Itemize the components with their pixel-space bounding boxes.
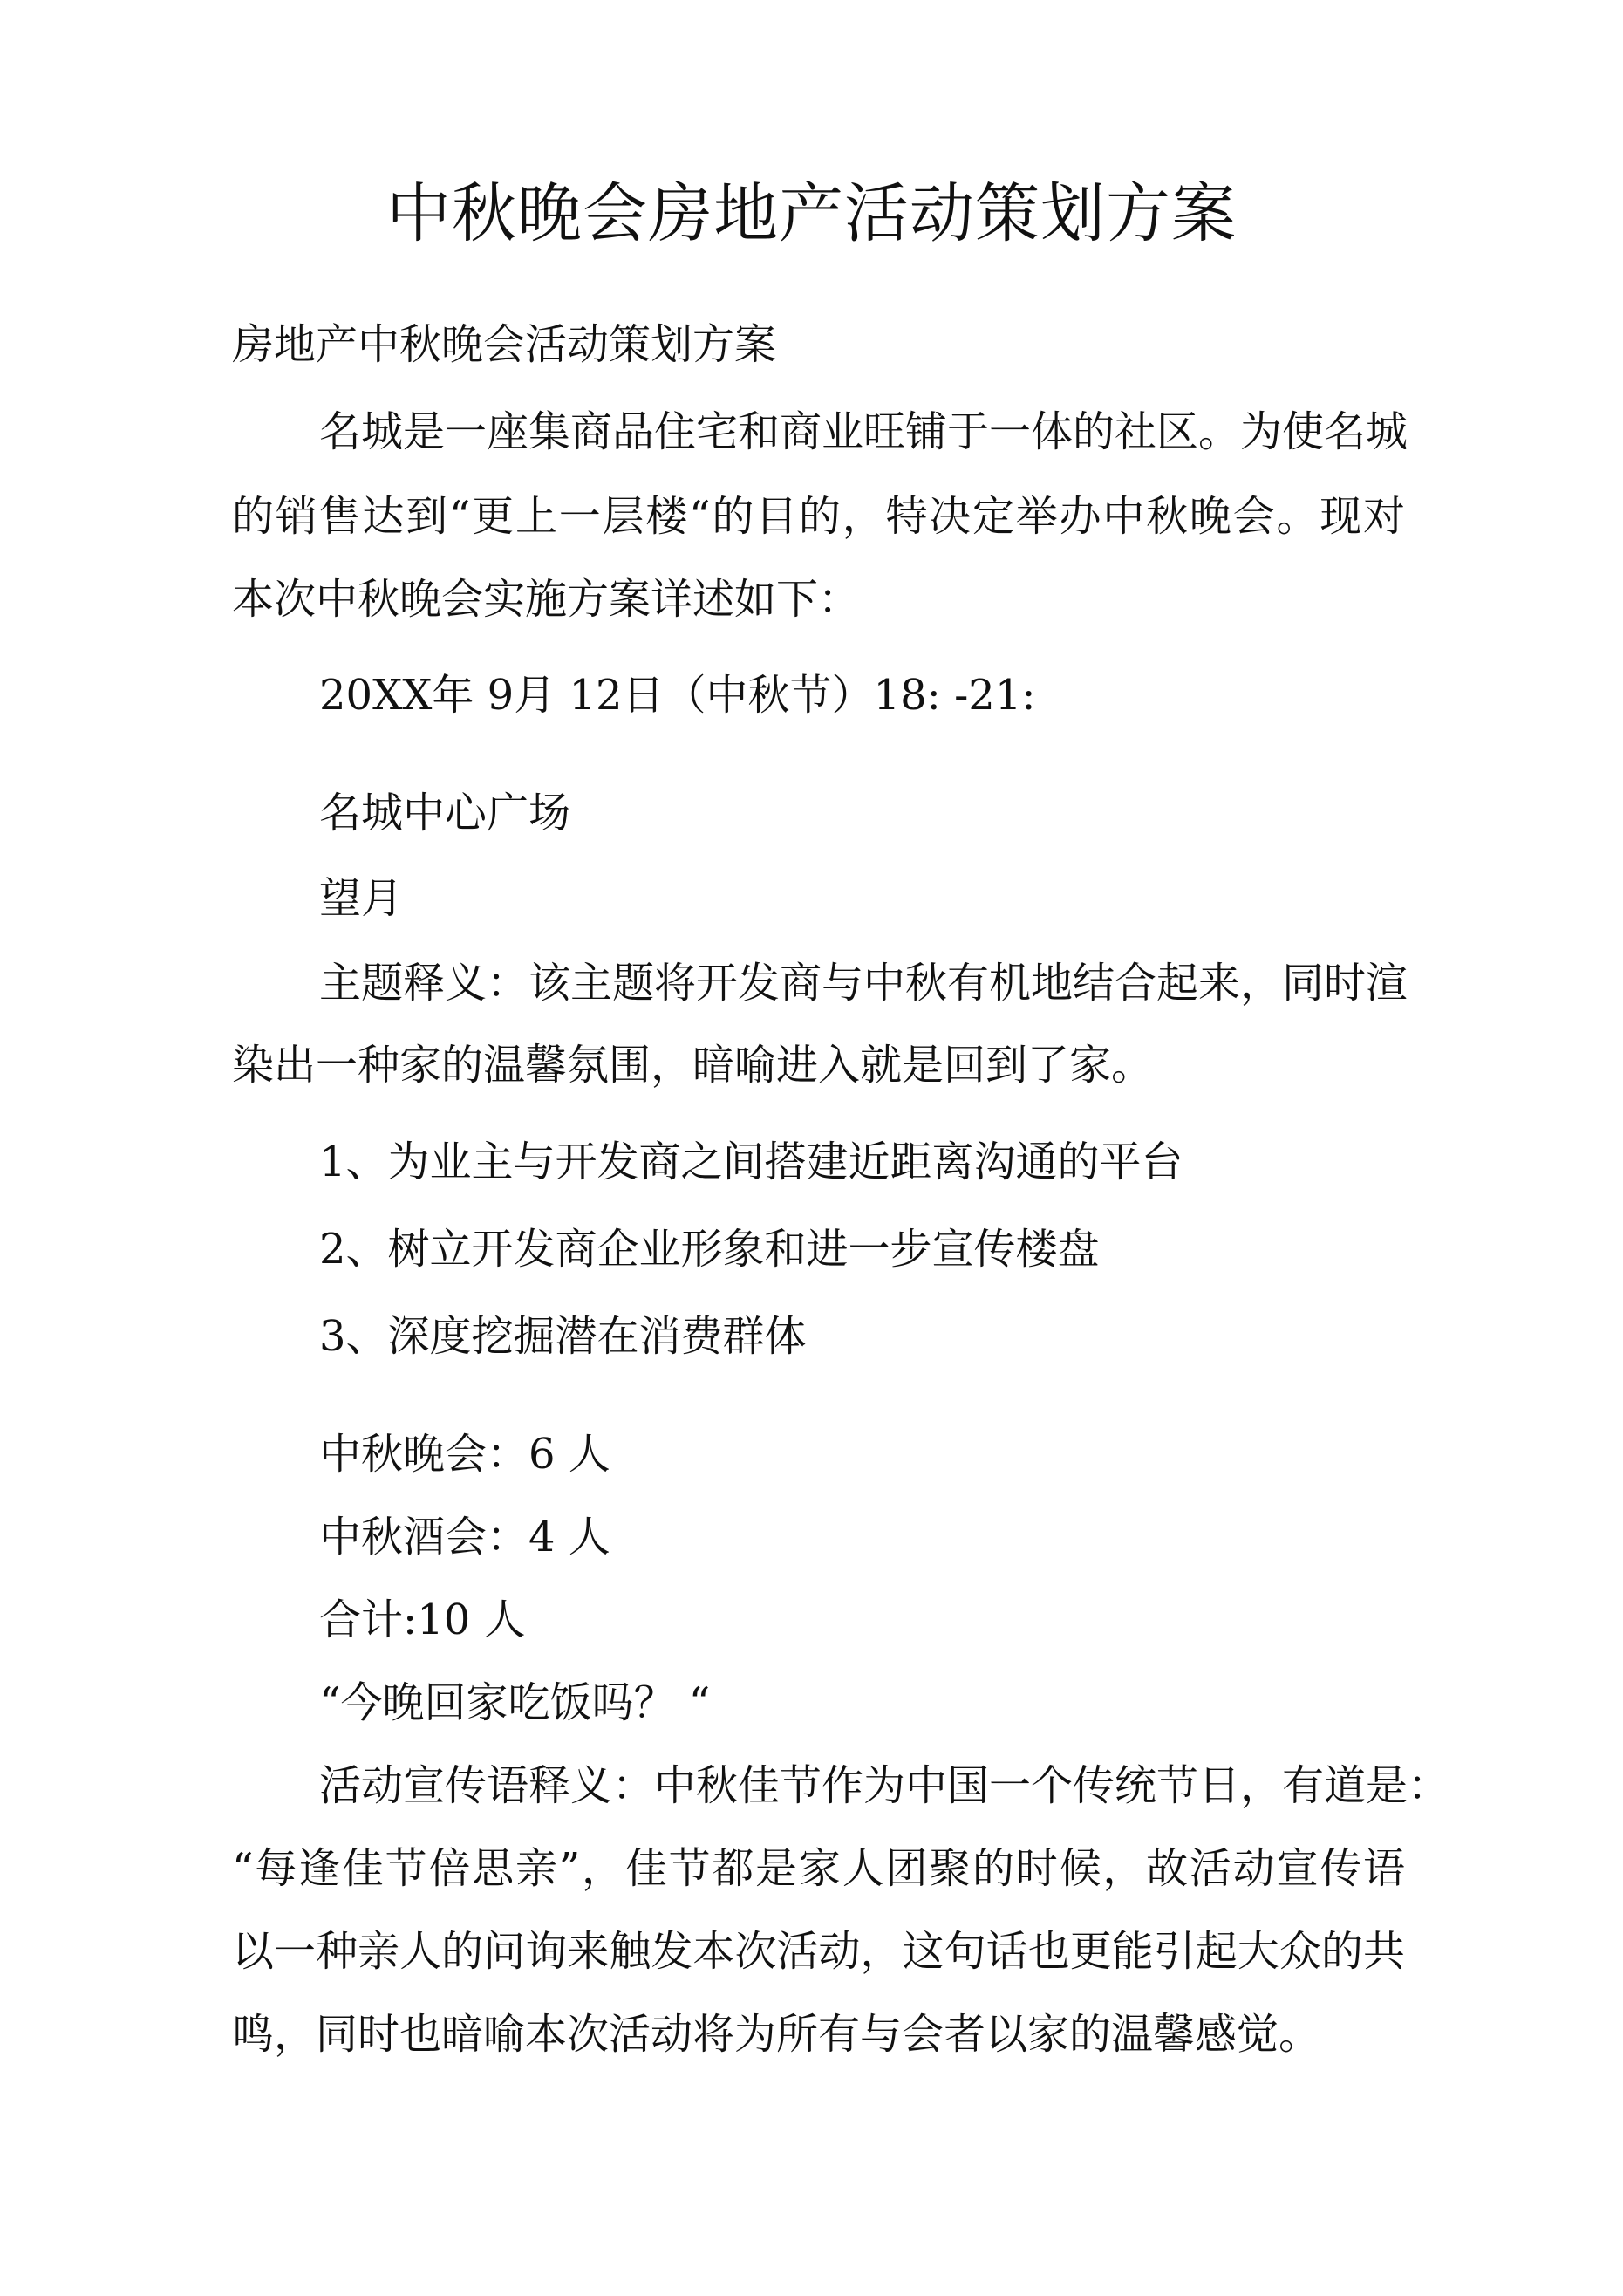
slogan-explanation-line-3: 以一种亲人的问询来触发本次活动，这句话也更能引起大众的共 — [232, 1927, 1405, 1976]
objective-item: 1、为业主与开发商之间搭建近距离沟通的平台 — [319, 1138, 1183, 1186]
event-venue: 名城中心广场 — [319, 789, 571, 837]
slogan-explanation-line-1: 活动宣传语释义：中秋佳节作为中国一个传统节日，有道是： — [319, 1761, 1450, 1810]
staffing-item: 中秋晚会：6 人 — [319, 1430, 610, 1479]
slogan-explanation-line-4: 鸣，同时也暗喻本次活动将为所有与会者以家的温馨感觉。 — [232, 2010, 1321, 2059]
intro-line-2: 的销售达到“更上一层楼“的目的，特决定举办中秋晚会。现对 — [232, 492, 1405, 541]
objective-item: 3、深度挖掘潜在消费群体 — [319, 1312, 807, 1361]
staffing-total: 合计:10 人 — [319, 1596, 526, 1644]
document-subtitle: 房地产中秋晚会活动策划方案 — [232, 320, 777, 369]
objective-item: 2、树立开发商企业形象和进一步宣传楼盘 — [319, 1225, 1100, 1274]
intro-line-1: 名城是一座集商品住宅和商业旺铺于一体的社区。为使名城 — [319, 407, 1408, 456]
event-date-time: 20XX年 9月 12日（中秋节）18: -21: — [319, 671, 1036, 720]
event-theme: 望月 — [319, 874, 404, 923]
slogan-explanation-line-2: “每逢佳节倍思亲”，佳节都是家人团聚的时候，故活动宣传语 — [232, 1844, 1405, 1893]
theme-explanation-line-2: 染出一种家的温馨氛围，暗喻进入就是回到了家。 — [232, 1041, 1154, 1090]
document-title: 中秋晚会房地产活动策划方案 — [386, 176, 1237, 251]
event-slogan: “今晚回家吃饭吗？ “ — [319, 1678, 711, 1727]
intro-line-3: 本次中秋晚会实施方案详述如下： — [232, 575, 861, 624]
staffing-item: 中秋酒会：4 人 — [319, 1513, 610, 1561]
theme-explanation-line-1: 主题释义：该主题将开发商与中秋有机地结合起来，同时渲 — [319, 959, 1408, 1008]
